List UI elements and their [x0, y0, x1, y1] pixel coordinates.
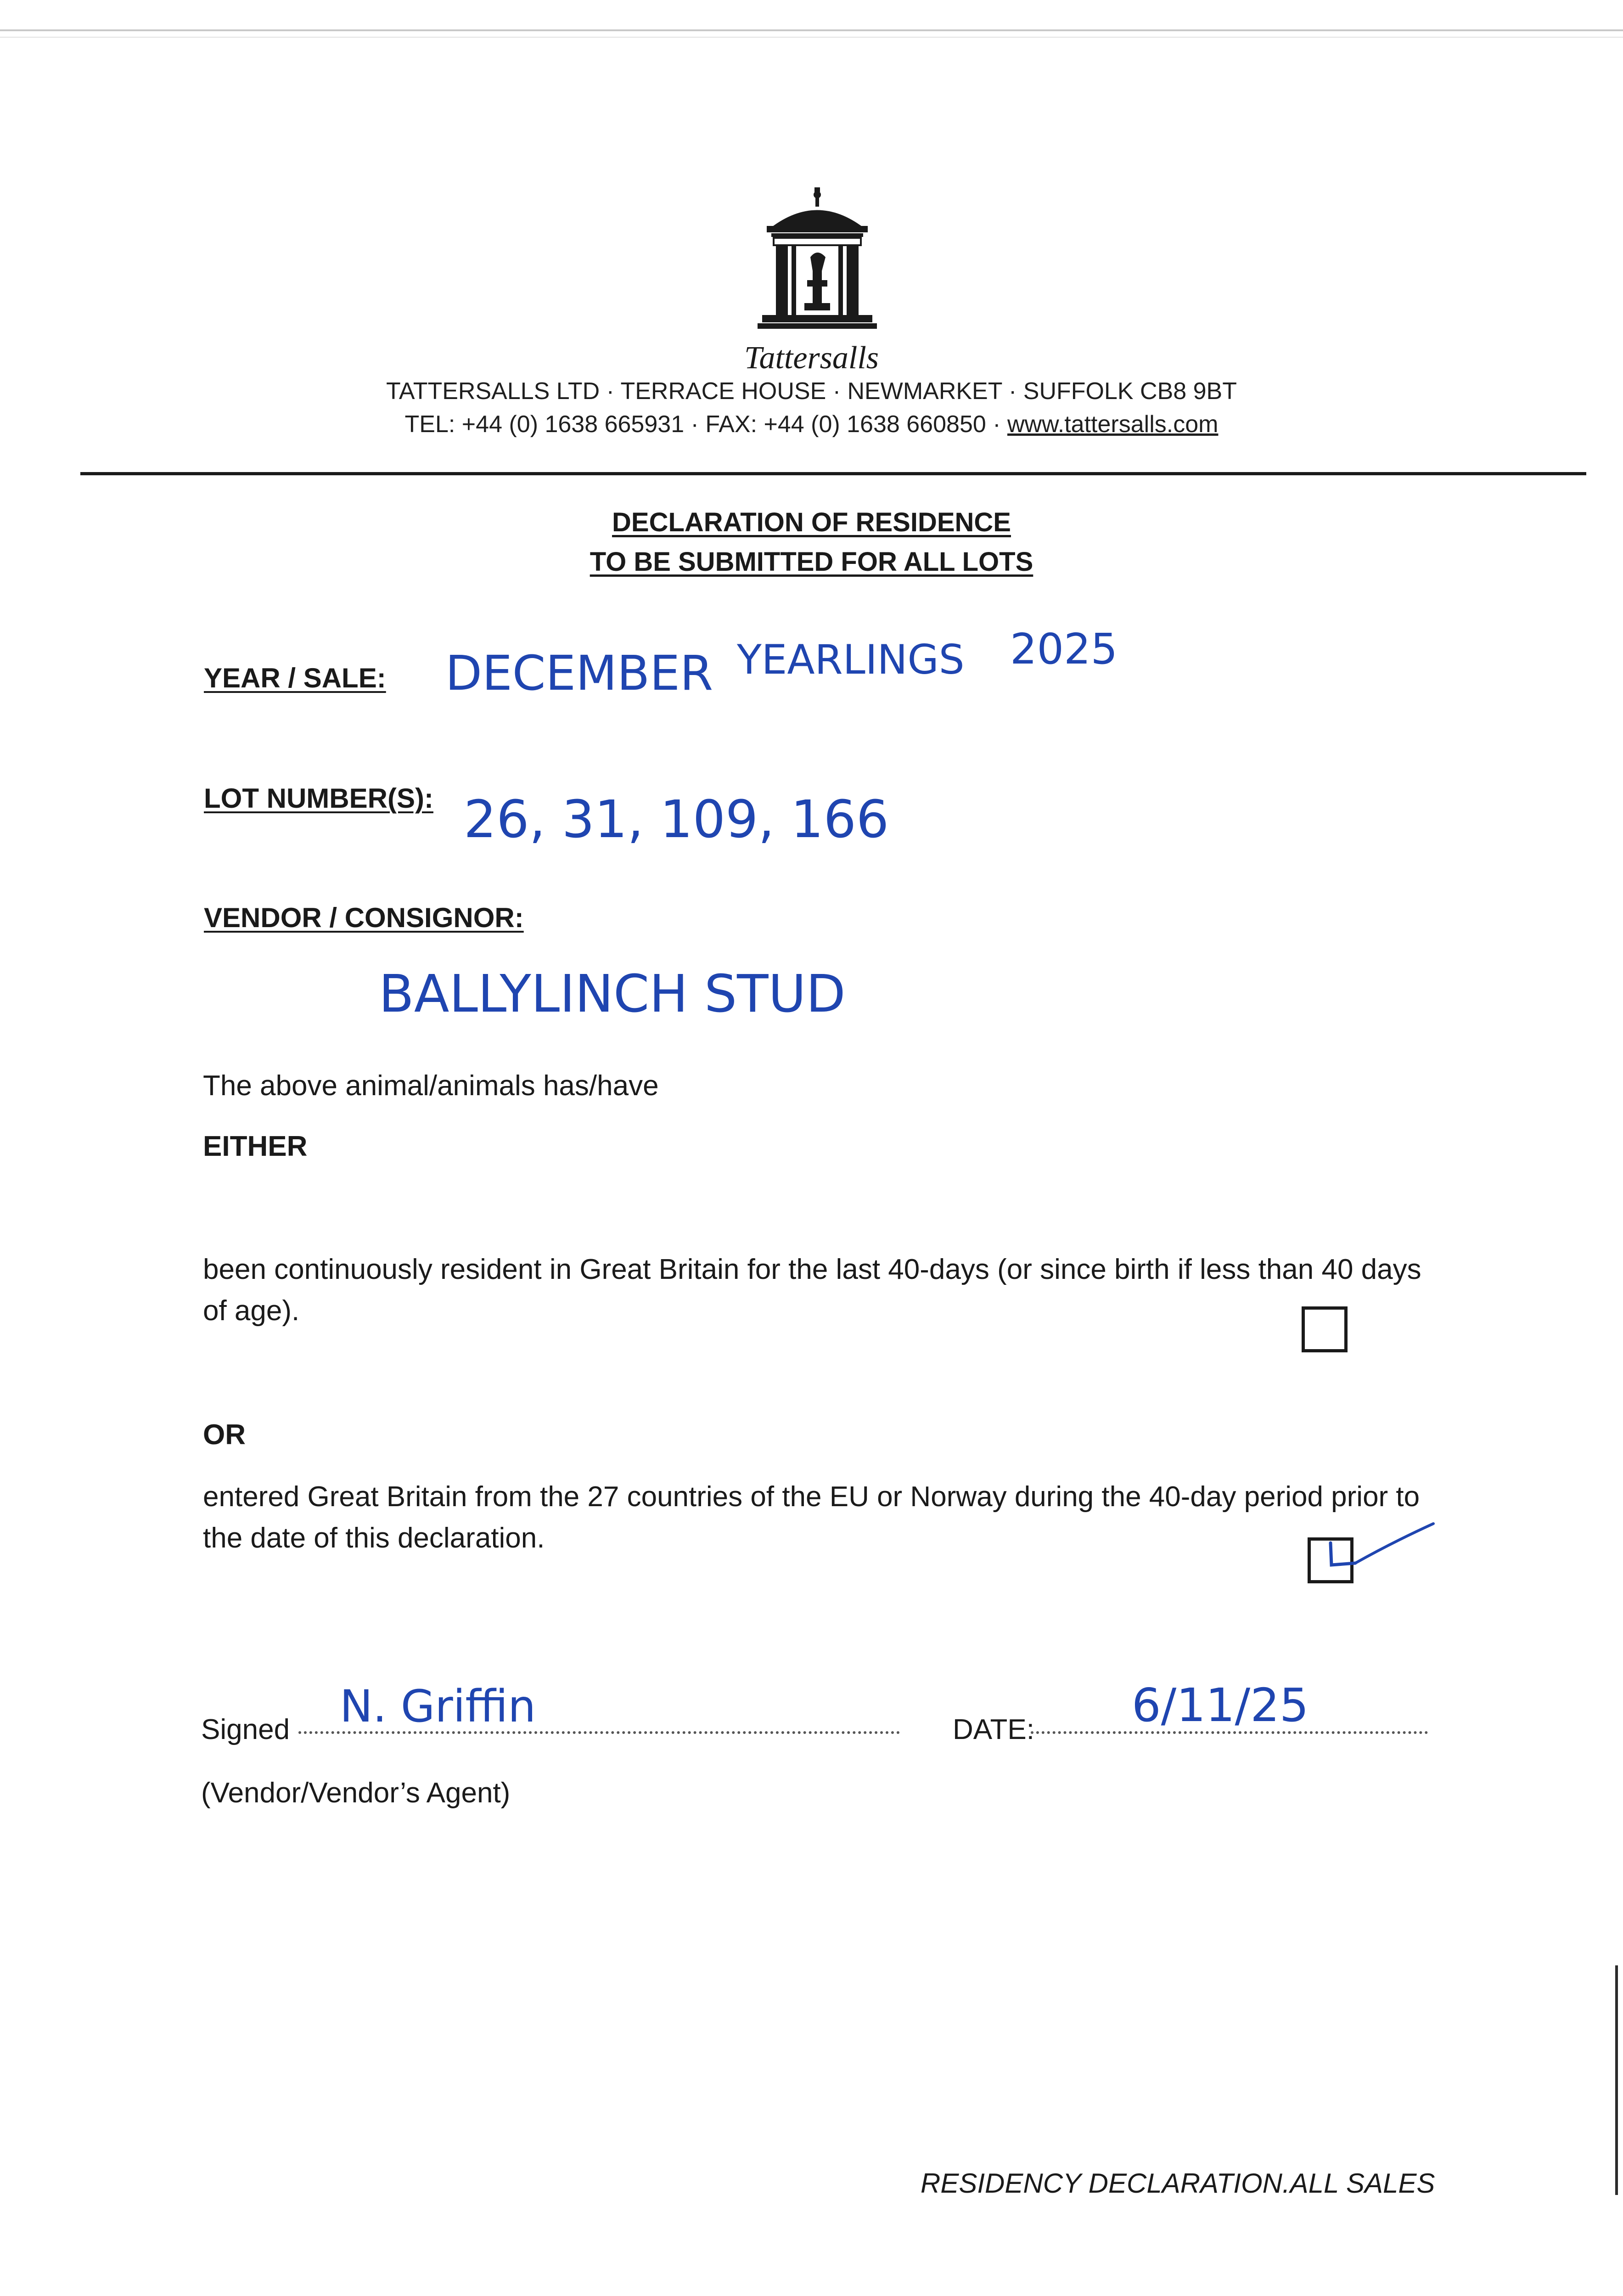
date-label: DATE:	[953, 1714, 1034, 1745]
signer-role: (Vendor/Vendor’s Agent)	[201, 1777, 511, 1809]
form-subtitle: TO BE SUBMITTED FOR ALL LOTS	[590, 547, 1033, 577]
check-mark-icon	[1313, 1515, 1442, 1589]
company-address: TATTERSALLS LTD · TERRACE HOUSE · NEWMARKET · SUFFOLK CB8 9BT	[386, 378, 1237, 405]
form-footer: RESIDENCY DECLARATION.ALL SALES	[921, 2168, 1435, 2199]
scan-edge-line	[0, 37, 1623, 38]
lot-numbers-value[interactable]: 26, 31, 109, 166	[464, 790, 889, 850]
brand-name: Tattersalls	[744, 340, 879, 376]
tattersalls-logo-icon	[753, 184, 882, 340]
signed-label: Signed	[201, 1714, 290, 1745]
signature-value[interactable]: N. Griffin	[340, 1681, 536, 1732]
vendor-label: VENDOR / CONSIGNOR:	[204, 902, 524, 933]
vendor-value[interactable]: BALLYLINCH STUD	[379, 964, 846, 1024]
option-2-text: entered Great Britain from the 27 countries of the EU or Norway during the 40-day period prior to the date of this declaration.	[203, 1481, 1420, 1554]
year-sale-month[interactable]: DECEMBER	[445, 645, 713, 701]
header-divider	[80, 472, 1586, 475]
year-sale-type[interactable]: YEARLINGS	[737, 636, 965, 683]
year-sale-label: YEAR / SALE:	[204, 663, 386, 693]
option-1-checkbox[interactable]	[1302, 1306, 1348, 1352]
either-label: EITHER	[203, 1131, 308, 1162]
declaration-intro: The above animal/animals has/have	[203, 1070, 659, 1102]
scan-edge-mark	[1615, 1965, 1618, 2195]
scan-edge-line	[0, 29, 1623, 31]
year-sale-year[interactable]: 2025	[1010, 625, 1118, 674]
date-value[interactable]: 6/11/25	[1132, 1678, 1309, 1732]
website-link[interactable]: www.tattersalls.com	[1007, 411, 1219, 438]
contact-numbers: TEL: +44 (0) 1638 665931 · FAX: +44 (0) 1638 660850 ·	[404, 411, 1007, 438]
form-title: DECLARATION OF RESIDENCE	[612, 507, 1011, 537]
lot-numbers-label: LOT NUMBER(S):	[204, 783, 433, 814]
company-contact	[0, 411, 1623, 438]
or-label: OR	[203, 1419, 246, 1451]
option-1-text: been continuously resident in Great Britain for the last 40-days (or since birth if less than 40 days of age).	[203, 1254, 1421, 1327]
